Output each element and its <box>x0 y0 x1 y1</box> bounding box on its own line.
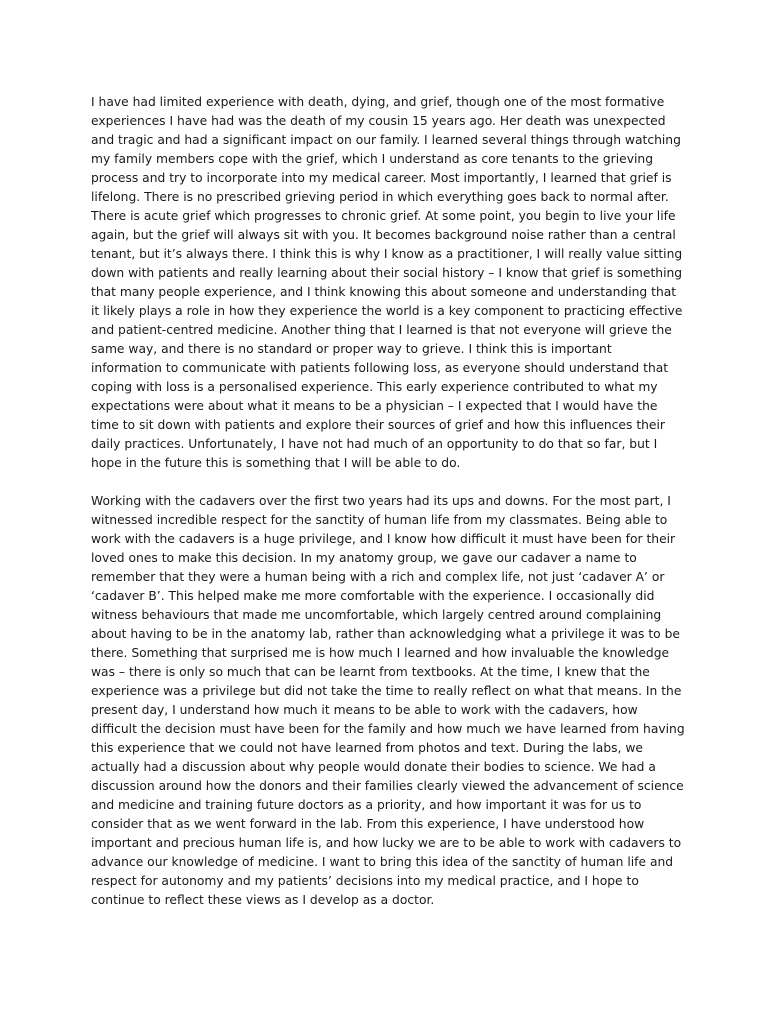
text-line: down with patients and really learning about their social history – I know that grief is something <box>91 266 683 280</box>
text-line: advance our knowledge of medicine. I want to bring this idea of the sanctity of human life and <box>91 855 674 869</box>
text-line: same way, and there is no standard or proper way to grieve. I think this is important <box>91 342 612 356</box>
text-line: hope in the future this is something that I will be able to do. <box>91 456 461 470</box>
text-line: present day, I understand how much it means to be able to work with the cadavers, how <box>91 703 638 717</box>
text-line: respect for autonomy and my patients’ decisions into my medical practice, and I hope to <box>91 874 639 888</box>
text-line: loved ones to make this decision. In my anatomy group, we gave our cadaver a name to <box>91 551 637 565</box>
text-line: and patient-centred medicine. Another thing that I learned is that not everyone will grieve the <box>91 323 672 337</box>
text-line: there. Something that surprised me is how much I learned and how invaluable the knowledge <box>91 646 670 660</box>
text-line: time to sit down with patients and explore their sources of grief and how this influences their <box>91 418 665 432</box>
text-line: expectations were about what it means to be a physician – I expected that I would have the <box>91 399 658 413</box>
text-line: it likely plays a role in how they experience the world is a key component to practicing effective <box>91 304 683 318</box>
text-line: was – there is only so much that can be learnt from textbooks. At the time, I knew that the <box>91 665 650 679</box>
text-line: lifelong. There is no prescribed grieving period in which everything goes back to normal after. <box>91 190 669 204</box>
text-line: witness behaviours that made me uncomfortable, which largely centred around complaining <box>91 608 662 622</box>
text-line: information to communicate with patients following loss, as everyone should understand that <box>91 361 669 375</box>
text-line: experiences I have had was the death of my cousin 15 years ago. Her death was unexpected <box>91 114 666 128</box>
text-line: continue to reflect these views as I develop as a doctor. <box>91 893 435 907</box>
text-line: witnessed incredible respect for the sanctity of human life from my classmates. Being able to <box>91 513 668 527</box>
text-line: daily practices. Unfortunately, I have not had much of an opportunity to do that so far, but I <box>91 437 658 451</box>
text-line: about having to be in the anatomy lab, rather than acknowledging what a privilege it was to be <box>91 627 680 641</box>
text-line: important and precious human life is, and how lucky we are to be able to work with cadavers to <box>91 836 682 850</box>
text-line: and medicine and training future doctors as a priority, and how important it was for us to <box>91 798 642 812</box>
text-line: tenant, but it’s always there. I think this is why I know as a practitioner, I will really value sitting <box>91 247 683 261</box>
document-body <box>91 93 691 910</box>
text-line: experience was a privilege but did not take the time to really reflect on what that means. In the <box>91 684 682 698</box>
text-line: There is acute grief which progresses to chronic grief. At some point, you begin to live your life <box>91 209 676 223</box>
text-line: discussion around how the donors and their families clearly viewed the advancement of science <box>91 779 684 793</box>
text-line: actually had a discussion about why people would donate their bodies to science. We had a <box>91 760 656 774</box>
text-line: my family members cope with the grief, which I understand as core tenants to the grieving <box>91 152 654 166</box>
text-line: Working with the cadavers over the first two years had its ups and downs. For the most part, I <box>91 494 671 508</box>
text-line: ‘cadaver B’. This helped make me more comfortable with the experience. I occasionally did <box>91 589 655 603</box>
text-line: I have had limited experience with death, dying, and grief, though one of the most formative <box>91 95 665 109</box>
text-line: work with the cadavers is a huge privilege, and I know how difficult it must have been for their <box>91 532 676 546</box>
text-line: difficult the decision must have been for the family and how much we have learned from having <box>91 722 685 736</box>
text-line: remember that they were a human being with a rich and complex life, not just ‘cadaver A’ or <box>91 570 665 584</box>
text-line: that many people experience, and I think knowing this about someone and understanding that <box>91 285 677 299</box>
text-line: again, but the grief will always sit with you. It becomes background noise rather than a central <box>91 228 676 242</box>
text-line: process and try to incorporate into my medical career. Most importantly, I learned that grief is <box>91 171 672 185</box>
paragraph <box>91 492 691 910</box>
text-line: consider that as we went forward in the lab. From this experience, I have understood how <box>91 817 645 831</box>
paragraph <box>91 93 691 473</box>
text-line: coping with loss is a personalised experience. This early experience contributed to what my <box>91 380 658 394</box>
text-line: and tragic and had a significant impact on our family. I learned several things through watching <box>91 133 681 147</box>
text-line: this experience that we could not have learned from photos and text. During the labs, we <box>91 741 643 755</box>
